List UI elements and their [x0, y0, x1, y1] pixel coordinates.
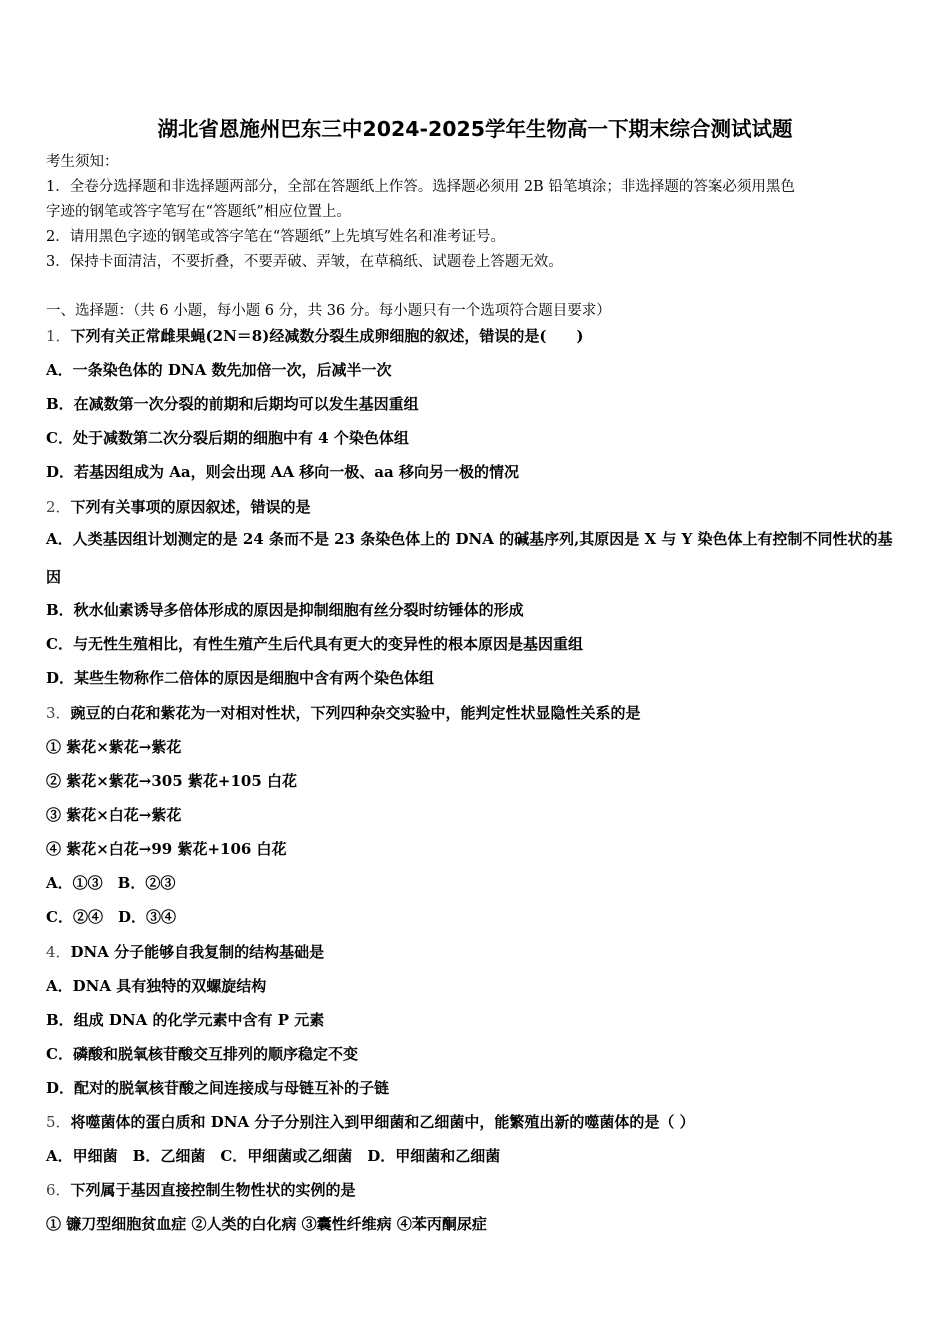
q3-item-3: ③ 紫花×白花→紫花: [46, 806, 182, 824]
notice-item-3: 3．保持卡面清洁，不要折叠，不要弄破、弄皱，在草稿纸、试题卷上答题无效。: [46, 254, 563, 270]
q2-option-d: D．某些生物称作二倍体的原因是细胞中含有两个染色体组: [46, 669, 435, 687]
q4-option-b: B．组成 DNA 的化学元素中含有 P 元素: [46, 1011, 325, 1029]
question-5: [46, 1112, 695, 1132]
q1-option-a: A．一条染色体的 DNA 数先加倍一次，后减半一次: [46, 361, 392, 379]
q1-option-c: C．处于减数第二次分裂后期的细胞中有 4 个染色体组: [46, 429, 409, 447]
question-number: 6．: [46, 1181, 71, 1199]
q3-item-4: ④ 紫花×白花→99 紫花+106 白花: [46, 840, 287, 858]
question-2: [46, 497, 311, 517]
q4-option-c: C．磷酸和脱氧核苷酸交互排列的顺序稳定不变: [46, 1045, 358, 1063]
q1-option-d: D．若基因组成为 Aa，则会出现 AA 移向一极、aa 移向另一极的情况: [46, 463, 519, 481]
notice-item-1: 1．全卷分选择题和非选择题两部分，全部在答题纸上作答。选择题必须用 2B 铅笔填涂；非选择题的答案必须用黑色: [46, 179, 795, 195]
q5-options: A．甲细菌 B．乙细菌 C．甲细菌或乙细菌 D．甲细菌和乙细菌: [46, 1147, 501, 1165]
question-stem: 将噬菌体的蛋白质和 DNA 分子分别注入到甲细菌和乙细菌中，能繁殖出新的噬菌体的是（ ）: [70, 1113, 695, 1131]
question-stem: DNA 分子能够自我复制的结构基础是: [70, 943, 325, 961]
question-stem: 下列有关正常雌果蝇(2N＝8)经减数分裂生成卵细胞的叙述，错误的是( ): [70, 327, 584, 345]
question-4: [46, 942, 324, 962]
q3-item-1: ① 紫花×紫花→紫花: [46, 738, 182, 756]
question-stem: 豌豆的白花和紫花为一对相对性状，下列四种杂交实验中，能判定性状显隐性关系的是: [70, 704, 641, 722]
q4-option-a: A．DNA 具有独特的双螺旋结构: [46, 977, 267, 995]
notice-heading: 考生须知：: [46, 154, 119, 170]
question-number: 1．: [46, 327, 71, 345]
question-stem: 下列属于基因直接控制生物性状的实例的是: [70, 1181, 356, 1199]
q3-item-2: ② 紫花×紫花→305 紫花+105 白花: [46, 772, 297, 790]
question-number: 4．: [46, 943, 71, 961]
q6-items: ① 镰刀型细胞贫血症 ②人类的白化病 ③囊性纤维病 ④苯丙酮尿症: [46, 1215, 487, 1233]
question-6: [46, 1180, 356, 1200]
question-3: [46, 703, 641, 723]
q2-option-b: B．秋水仙素诱导多倍体形成的原因是抑制细胞有丝分裂时纺锤体的形成: [46, 601, 524, 619]
exam-title: 湖北省恩施州巴东三中2024-2025学年生物高一下期末综合测试试题: [157, 117, 793, 141]
q1-option-b: B．在减数第一次分裂的前期和后期均可以发生基因重组: [46, 395, 419, 413]
q2-option-c: C．与无性生殖相比，有性生殖产生后代具有更大的变异性的根本原因是基因重组: [46, 635, 583, 653]
q3-options-cd: C．②④ D．③④: [46, 908, 176, 926]
question-stem: 下列有关事项的原因叙述，错误的是: [70, 498, 311, 516]
notice-item-1-cont: 字迹的钢笔或答字笔写在“答题纸”相应位置上。: [46, 204, 351, 220]
q2-option-a: A．人类基因组计划测定的是 24 条而不是 23 条染色体上的 DNA 的碱基序列,其原因是 X 与 Y 染色体上有控制不同性状的基因: [46, 530, 893, 586]
question-number: 2．: [46, 498, 71, 516]
question-1: [46, 326, 584, 346]
section-heading: 一、选择题：（共 6 小题，每小题 6 分，共 36 分。每小题只有一个选项符合题目要求）: [46, 303, 611, 319]
q4-option-d: D．配对的脱氧核苷酸之间连接成与母链互补的子链: [46, 1079, 390, 1097]
q3-options-ab: A．①③ B．②③: [46, 874, 176, 892]
question-number: 3．: [46, 704, 71, 722]
question-number: 5．: [46, 1113, 71, 1131]
notice-item-2: 2．请用黑色字迹的钢笔或答字笔在“答题纸”上先填写姓名和准考证号。: [46, 229, 506, 245]
